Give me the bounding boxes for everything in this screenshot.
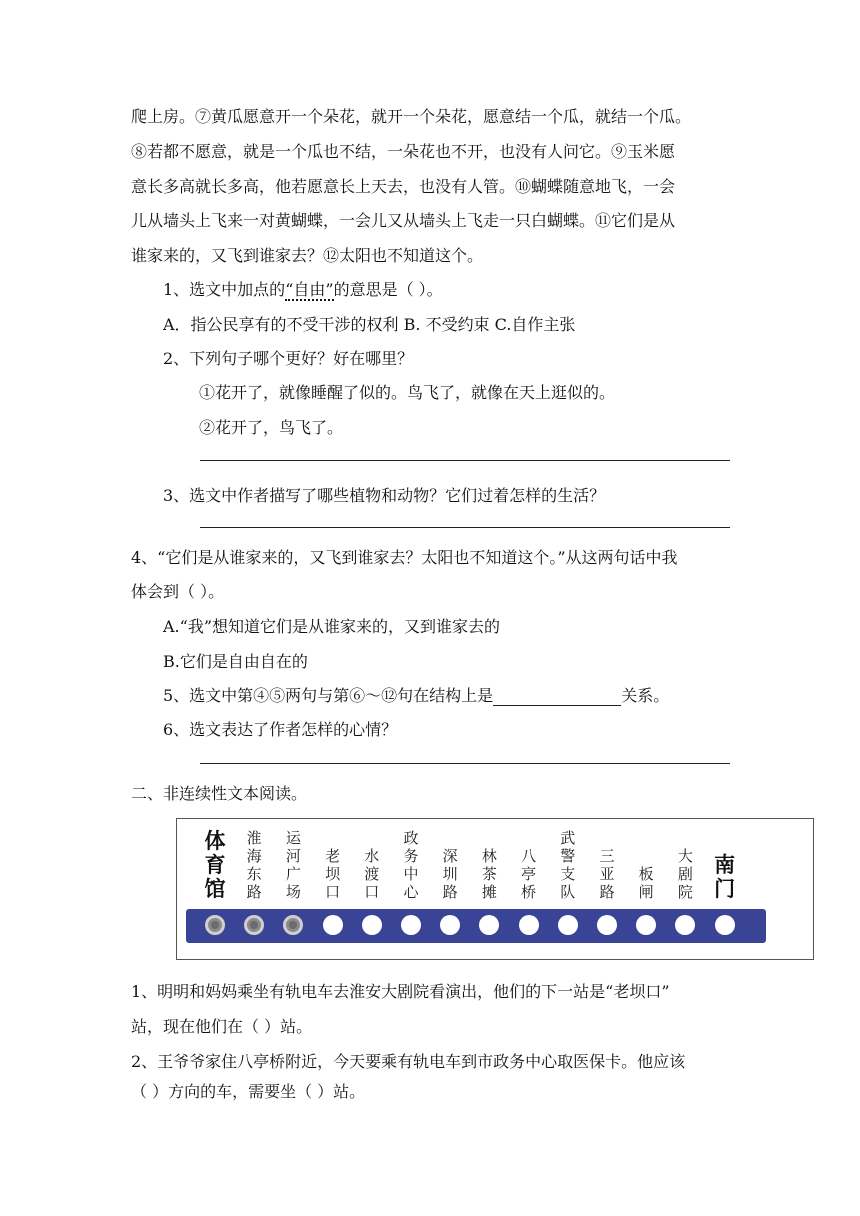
question-4-option-b: B.它们是自由自在的 [163, 652, 308, 671]
station-dot [401, 915, 421, 935]
passage-line-4: 儿从墙头上飞来一对黄蝴蝶，一会儿又从墙头上飞走一只白蝴蝶。⑪它们是从 [131, 211, 676, 230]
map-question-1-line-2: 站，现在他们在（ ）站。 [131, 1017, 313, 1036]
question-2: 2、下列句子哪个更好？好在哪里？ [163, 349, 414, 368]
station-name: 政务中心 [403, 829, 419, 901]
question-4-option-a: A.“我”想知道它们是从谁家来的，又到谁家去的 [163, 617, 501, 636]
answer-line-q6[interactable] [200, 763, 730, 764]
map-question-2-line-1: 2、王爷爷家住八亭桥附近，今天要乘有轨电车到市政务中心取医保卡。他应该 [131, 1052, 686, 1071]
answer-line-q3[interactable] [200, 527, 730, 528]
question-5 [163, 686, 669, 706]
station-name: 八亭桥 [521, 847, 537, 901]
passage-line-1: 爬上房。⑦黄瓜愿意开一个朵花，就开一个朵花，愿意结一个瓜，就结一个瓜。 [131, 107, 692, 126]
question-6: 6、选文表达了作者怎样的心情？ [163, 720, 398, 739]
station-name: 运河广场 [285, 829, 301, 901]
station-dot [558, 915, 578, 935]
question-1-suffix: 的意思是（ ）。 [333, 280, 443, 299]
station-name: 板闸 [638, 865, 654, 901]
passage-line-5: 谁家来的，又飞到谁家去？⑫太阳也不知道这个。 [131, 246, 484, 265]
station-dot [519, 915, 539, 935]
station-name: 南门 [714, 853, 736, 901]
question-4-line-1: 4、“它们是从谁家来的，又飞到谁家去？太阳也不知道这个。”从这两句话中我 [131, 548, 678, 567]
station-name: 深圳路 [442, 847, 458, 901]
station-dot [715, 915, 735, 935]
answer-line-q2[interactable] [200, 460, 730, 461]
station-name: 大剧院 [677, 847, 693, 901]
question-5-blank[interactable] [493, 689, 621, 706]
question-3: 3、选文中作者描写了哪些植物和动物？它们过着怎样的生活？ [163, 486, 606, 505]
question-2-sentence-1: ①花开了，就像睡醒了似的。鸟飞了，就像在天上逛似的。 [199, 383, 616, 402]
station-dot [597, 915, 617, 935]
passage-line-2: ⑧若都不愿意，就是一个瓜也不结，一朵花也不开，也没有人问它。⑨玉米愿 [131, 142, 676, 161]
question-4-line-2: 体会到（ ）。 [131, 582, 225, 601]
question-1 [163, 280, 443, 300]
map-question-2-line-2: （ ）方向的车，需要坐（ ）站。 [131, 1082, 366, 1101]
station-name: 体育馆 [204, 829, 226, 901]
dotted-term: “自由” [285, 280, 334, 299]
map-question-1-line-1: 1、明明和妈妈乘坐有轨电车去淮安大剧院看演出，他们的下一站是“老坝口” [131, 982, 670, 1001]
station-name: 林茶摊 [481, 847, 497, 901]
station-name: 武警支队 [560, 829, 576, 901]
station-dot [362, 915, 382, 935]
question-1-prefix: 1、选文中加点的 [163, 280, 286, 299]
question-2-sentence-2: ②花开了，鸟飞了。 [199, 418, 344, 437]
station-dot [323, 915, 343, 935]
passage-line-3: 意长多高就长多高，他若愿意长上天去，也没有人管。⑩蝴蝶随意地飞，一会 [131, 177, 676, 196]
tram-route-map [176, 818, 814, 960]
station-name: 淮海东路 [246, 829, 262, 901]
section-2-title: 二、非连续性文本阅读。 [131, 784, 308, 803]
station-name: 三亚路 [599, 847, 615, 901]
station-dot [205, 915, 225, 935]
station-name: 老坝口 [325, 847, 341, 901]
question-1-options: A．指公民享有的不受干涉的权利 B. 不受约束 C.自作主张 [163, 315, 576, 334]
station-name: 水渡口 [364, 847, 380, 901]
question-5-prefix: 5、选文中第④⑤两句与第⑥～⑫句在结构上是 [163, 686, 494, 705]
question-5-suffix: 关系。 [621, 686, 670, 705]
